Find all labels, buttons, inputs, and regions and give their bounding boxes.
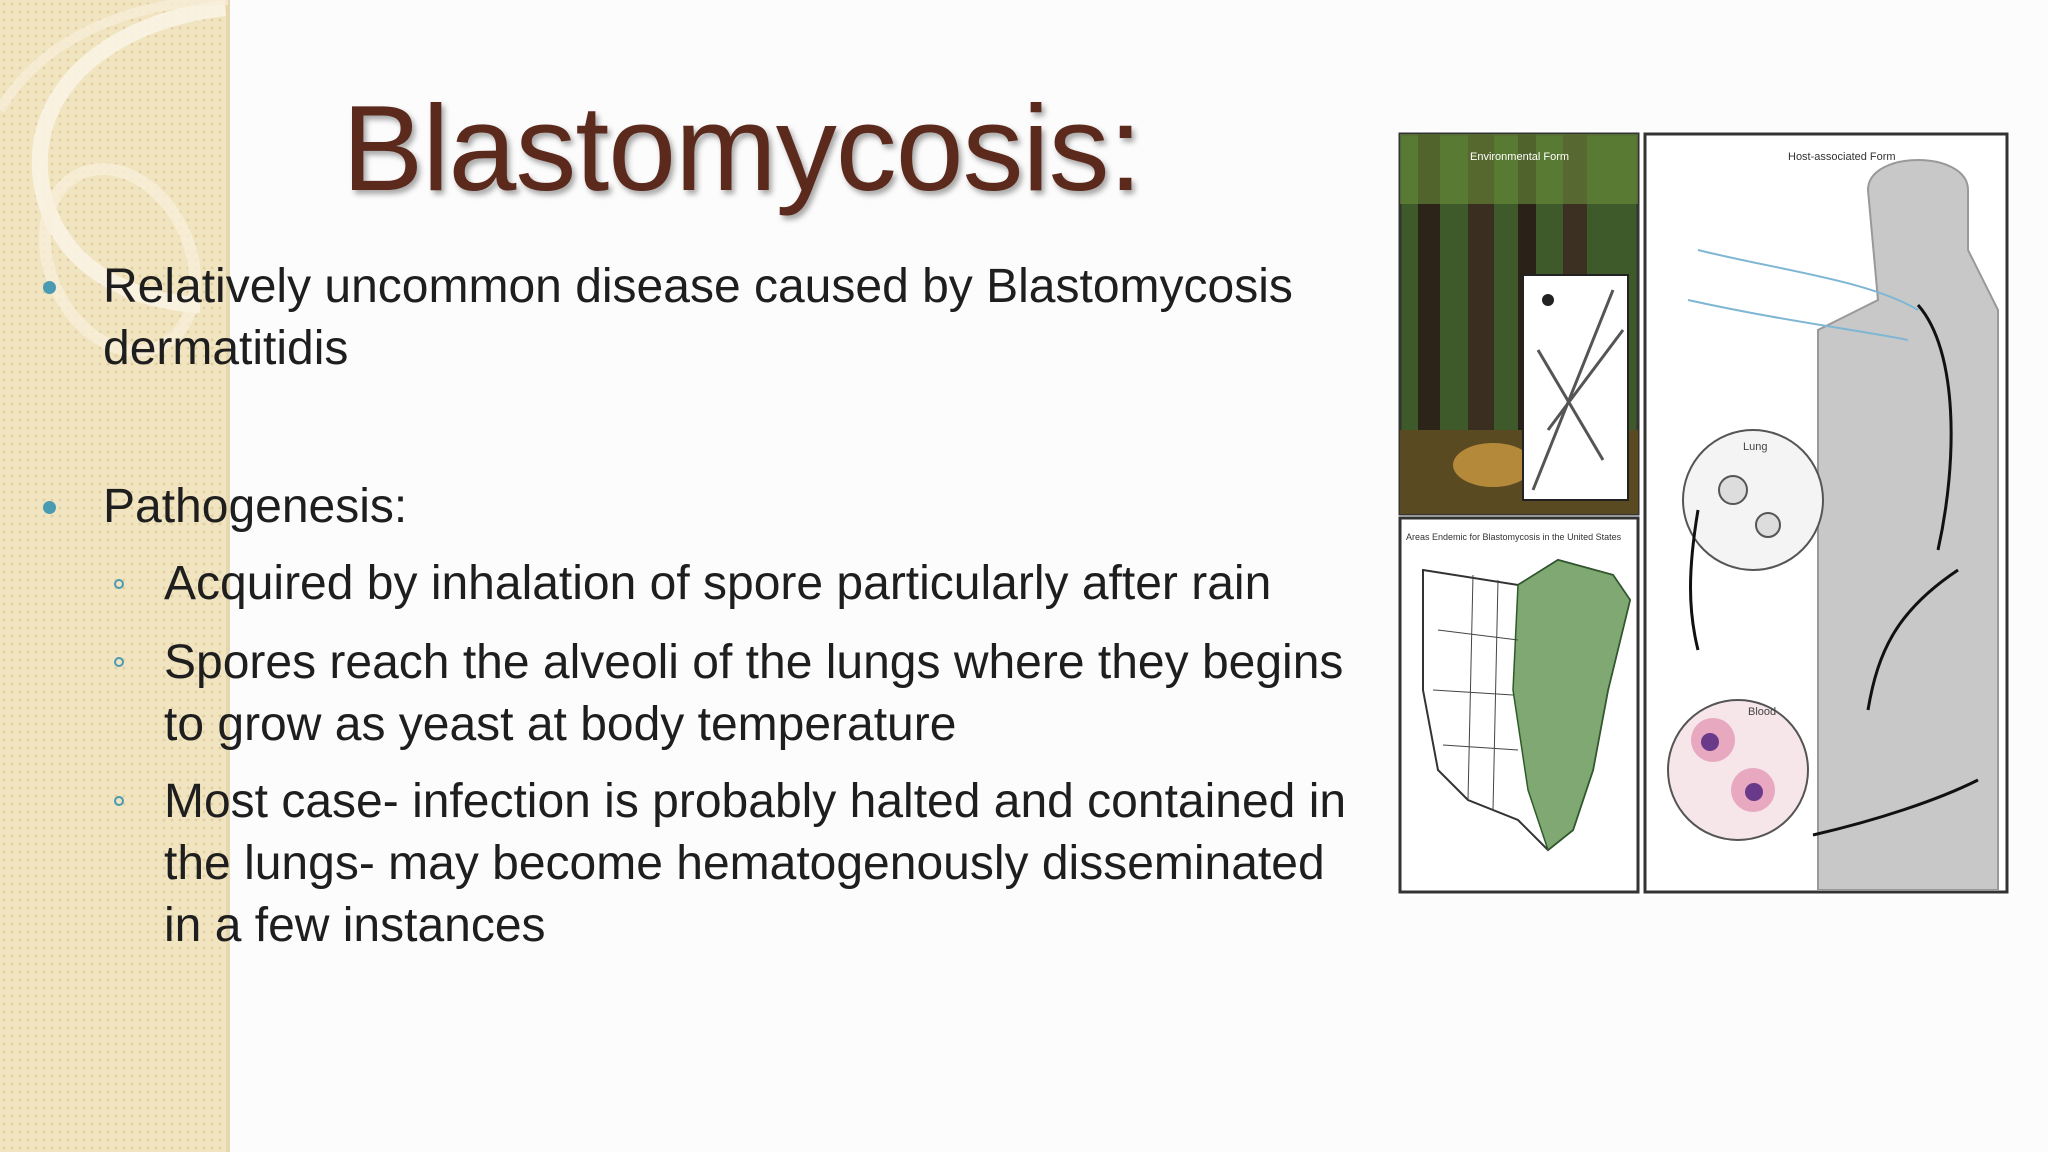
lung-label: Lung [1743,441,1768,453]
sub-bullet-2-line-2: to grow as yeast at body temperature [164,698,957,751]
endemic-map-panel [1400,518,1638,892]
sub-bullet-3-line-1: Most case- infection is probably halted and contained in [164,775,1347,828]
sub-bullet-3-line-3: in a few instances [164,899,546,952]
bullet-2-text: Pathogenesis: [103,480,408,533]
sub-bullet-3-line-2: the lungs- may become hematogenously disseminated [164,837,1325,890]
slide-title: Blastomycosis: [342,80,1142,216]
environmental-form-panel [1400,134,1638,514]
sub-bullet-circle [114,657,124,667]
map-label: Areas Endemic for Blastomycosis in the United States [1406,532,1622,542]
bullet-1-line-2: dermatitidis [103,322,349,375]
environmental-label: Environmental Form [1470,151,1570,163]
bullet-1-line-1: Relatively uncommon disease caused by Blastomycosis [103,260,1293,313]
bullet-dot [43,281,56,294]
host-associated-form-panel [1645,134,2007,892]
sub-bullet-circle [114,579,124,589]
blastomycosis-lifecycle-figure [1398,130,2010,896]
sub-bullet-1-line-1: Acquired by inhalation of spore particularly after rain [164,557,1272,610]
host-label: Host-associated Form [1788,151,1896,163]
sub-bullet-2-line-1: Spores reach the alveoli of the lungs where they begins [164,636,1344,689]
sub-bullet-circle [114,796,124,806]
blood-label: Blood [1748,706,1777,718]
bullet-dot [43,501,56,514]
